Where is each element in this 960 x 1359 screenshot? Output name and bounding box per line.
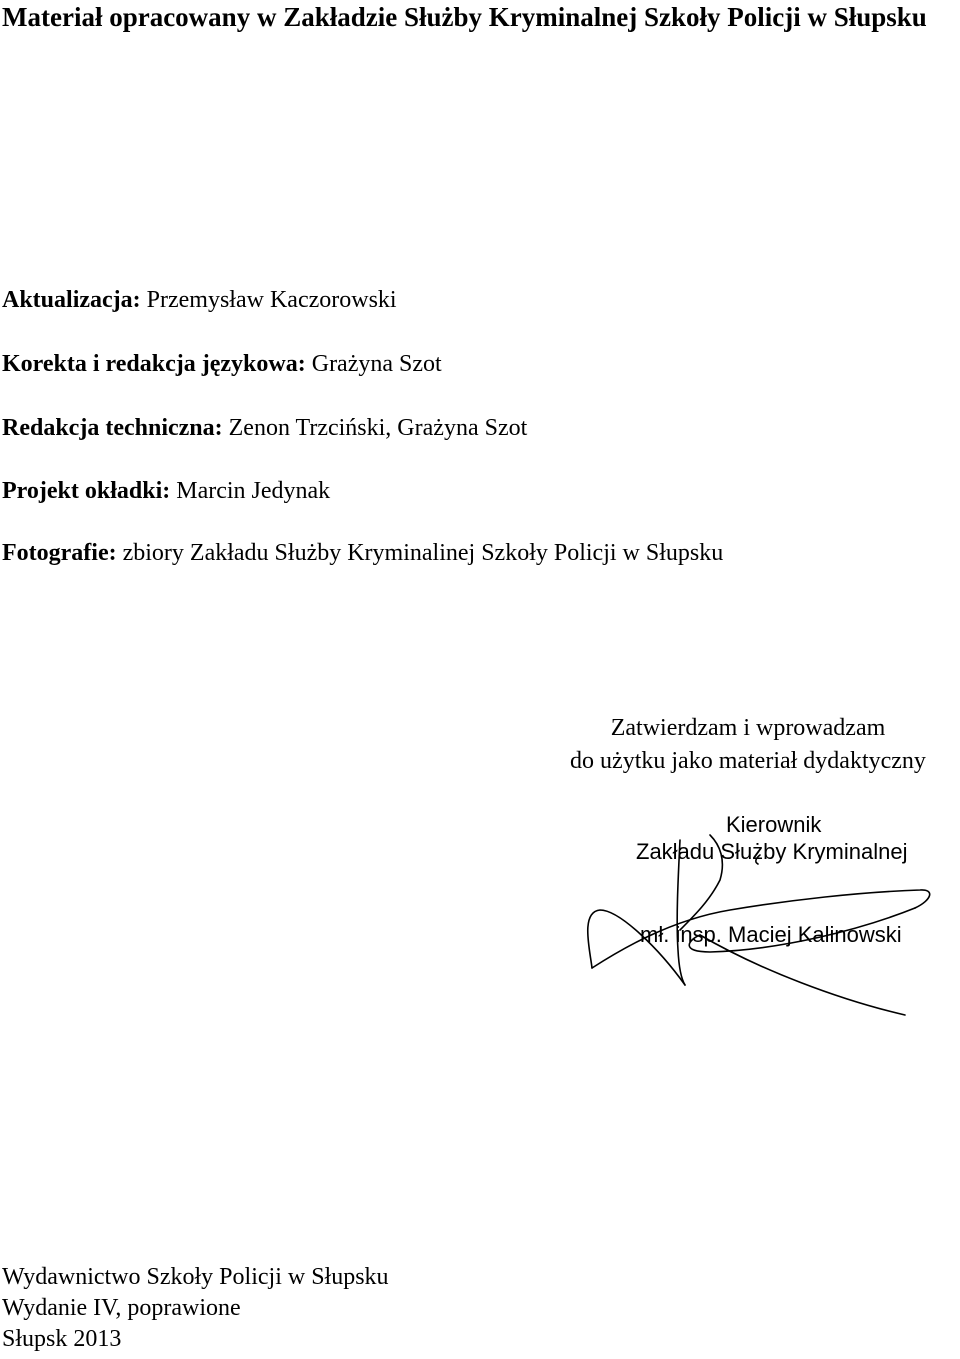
credit-technical-editing xyxy=(2,414,527,442)
credit-photographs-value: zbiory Zakładu Służby Kryminalinej Szkoły Policji w Słupsku xyxy=(122,540,724,566)
credit-technical-editing-label: Redakcja techniczna: xyxy=(2,415,223,441)
credit-cover-design-label: Projekt okładki: xyxy=(2,478,171,504)
credit-update xyxy=(2,286,397,314)
signature-role: Kierownik xyxy=(726,812,822,837)
signature-unit: Zakładu Służby Kryminalnej xyxy=(636,839,908,864)
credit-proofreading xyxy=(2,350,442,378)
credit-update-label: Aktualizacja: xyxy=(2,287,141,313)
approval-line-1: Zatwierdzam i wprowadzam xyxy=(610,715,886,741)
credit-proofreading-value: Grażyna Szot xyxy=(311,351,442,377)
document-title: Materiał opracowany w Zakładzie Służby Kryminalnej Szkoły Policji w Słupsku xyxy=(2,2,927,32)
place-year: Słupsk 2013 xyxy=(2,1326,122,1352)
approval-statement xyxy=(538,712,958,778)
credit-update-value: Przemysław Kaczorowski xyxy=(146,287,397,313)
credit-photographs xyxy=(2,539,723,567)
edition: Wydanie IV, poprawione xyxy=(2,1295,241,1321)
approval-line-2: do użytku jako materiał dydaktyczny xyxy=(570,748,926,774)
handwritten-signature xyxy=(560,800,960,1030)
publication-info xyxy=(2,1262,389,1355)
credit-cover-design-value: Marcin Jedynak xyxy=(176,478,331,504)
credit-technical-editing-value: Zenon Trzciński, Grażyna Szot xyxy=(228,415,528,441)
publisher: Wydawnictwo Szkoły Policji w Słupsku xyxy=(2,1264,389,1290)
signature-stamp xyxy=(560,800,960,1030)
credit-proofreading-label: Korekta i redakcja językowa: xyxy=(2,351,306,377)
credit-cover-design xyxy=(2,477,330,505)
credit-photographs-label: Fotografie: xyxy=(2,540,117,566)
signature-name: mł. insp. Maciej Kalinowski xyxy=(640,922,902,947)
